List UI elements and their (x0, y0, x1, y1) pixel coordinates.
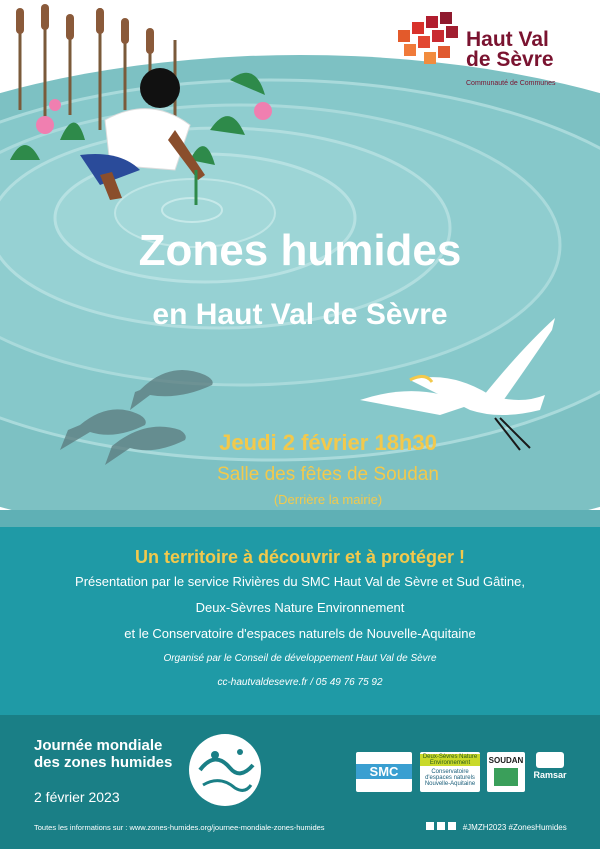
jm-date: 2 février 2023 (34, 789, 120, 805)
footer-social (426, 822, 567, 832)
jm-line2: des zones humides (34, 754, 173, 771)
event-venue: Salle des fêtes de Soudan (217, 464, 439, 485)
twitter-icon[interactable] (437, 822, 445, 830)
band-line2: Deux-Sèvres Nature Environnement (195, 600, 405, 615)
hashtags: #JMZH2023 #ZonesHumides (462, 823, 567, 832)
band-headline: Un territoire à découvrir et à protéger ! (134, 547, 466, 567)
band-line3: et le Conservatoire d'espaces naturels de Nouvelle-Aquitaine (124, 626, 476, 641)
band-line1: Présentation par le service Rivières du SMC Haut Val de Sèvre et Sud Gâtine, (75, 574, 525, 589)
logo-mosaic-icon (396, 12, 462, 72)
sub-title: en Haut Val de Sèvre (152, 298, 448, 331)
facebook-icon[interactable] (426, 822, 434, 830)
journee-mondiale-title (34, 737, 172, 771)
footer-info-link[interactable]: Toutes les informations sur : www.zones-humides.org/journee-mondiale-zones-humides (34, 823, 325, 832)
instagram-icon[interactable] (448, 822, 456, 830)
wetlands-emblem-icon (185, 730, 265, 810)
logo-line2: de Sèvre (466, 48, 554, 71)
logo-subtitle: Communauté de Communes (466, 80, 556, 87)
band-organizer: Organisé par le Conseil de développement Haut Val de Sèvre (163, 653, 437, 664)
partner-smc-logo: SMC (356, 752, 412, 792)
partner-ramsar-logo: Ramsar (531, 752, 569, 792)
partner-dsne-logo: Deux-Sèvres Nature Environnement Conservatoire d'espaces naturels Nouvelle-Aquitaine (420, 752, 480, 792)
footer (0, 715, 600, 849)
band-contact[interactable]: cc-hautvaldesevre.fr / 05 49 76 75 92 (217, 677, 383, 688)
jm-line1: Journée mondiale (34, 737, 163, 754)
info-band (0, 527, 600, 715)
event-date: Jeudi 2 février 18h30 (219, 430, 437, 455)
partner-soudan-logo: SOUDAN (487, 752, 525, 792)
logo-line1: Haut Val (466, 28, 549, 51)
haut-val-de-sevre-logo (396, 12, 566, 102)
event-venue-note: (Derrière la mairie) (273, 492, 383, 507)
main-title: Zones humides (138, 226, 462, 275)
